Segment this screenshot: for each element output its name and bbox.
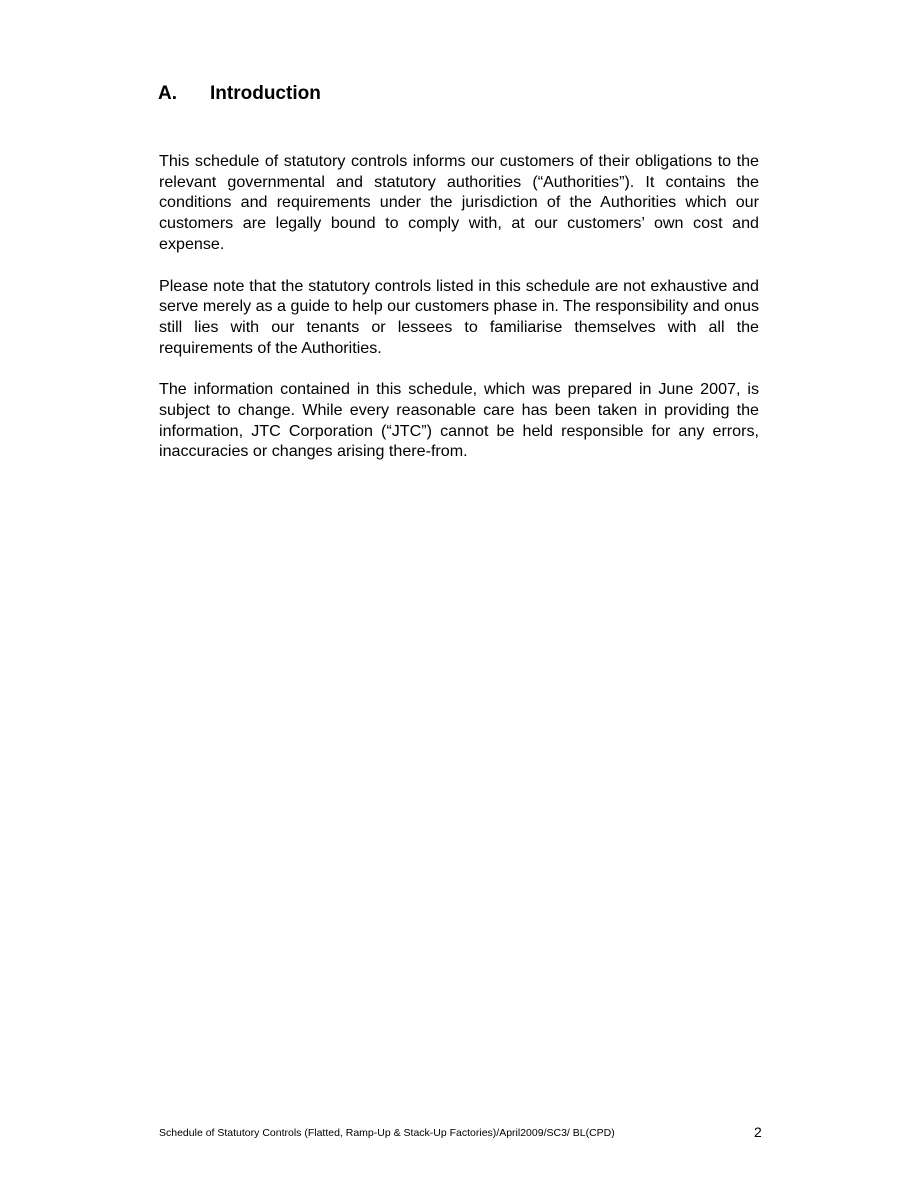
section-title: Introduction bbox=[210, 83, 321, 104]
introduction-body bbox=[159, 151, 759, 483]
footer-document-reference: Schedule of Statutory Controls (Flatted, Ramp-Up & Stack-Up Factories)/April2009/SC3/ BL(CPD) bbox=[159, 1127, 615, 1139]
paragraph: The information contained in this schedule, which was prepared in June 2007, is subject to change. While every reasonable care has been taken in providing the information, JTC Corporation (“JTC”) cannot be held responsible for any errors, inaccuracies or changes arising there-from. bbox=[159, 380, 759, 461]
paragraph: Please note that the statutory controls listed in this schedule are not exhaustive and serve merely as a guide to help our customers phase in. The responsibility and onus still lies with our tenants or lessees to familiarise themselves with all the requirements of the Authorities. bbox=[159, 276, 759, 357]
section-heading bbox=[158, 83, 321, 105]
section-letter: A. bbox=[158, 83, 177, 104]
paragraph: This schedule of statutory controls informs our customers of their obligations to the relevant governmental and statutory authorities (“Authorities”). It contains the conditions and requirements under the jurisdiction of the Authorities which our customers are legally bound to comply with, at our customers’ own cost and expense. bbox=[159, 152, 759, 253]
page-number: 2 bbox=[754, 1124, 762, 1140]
